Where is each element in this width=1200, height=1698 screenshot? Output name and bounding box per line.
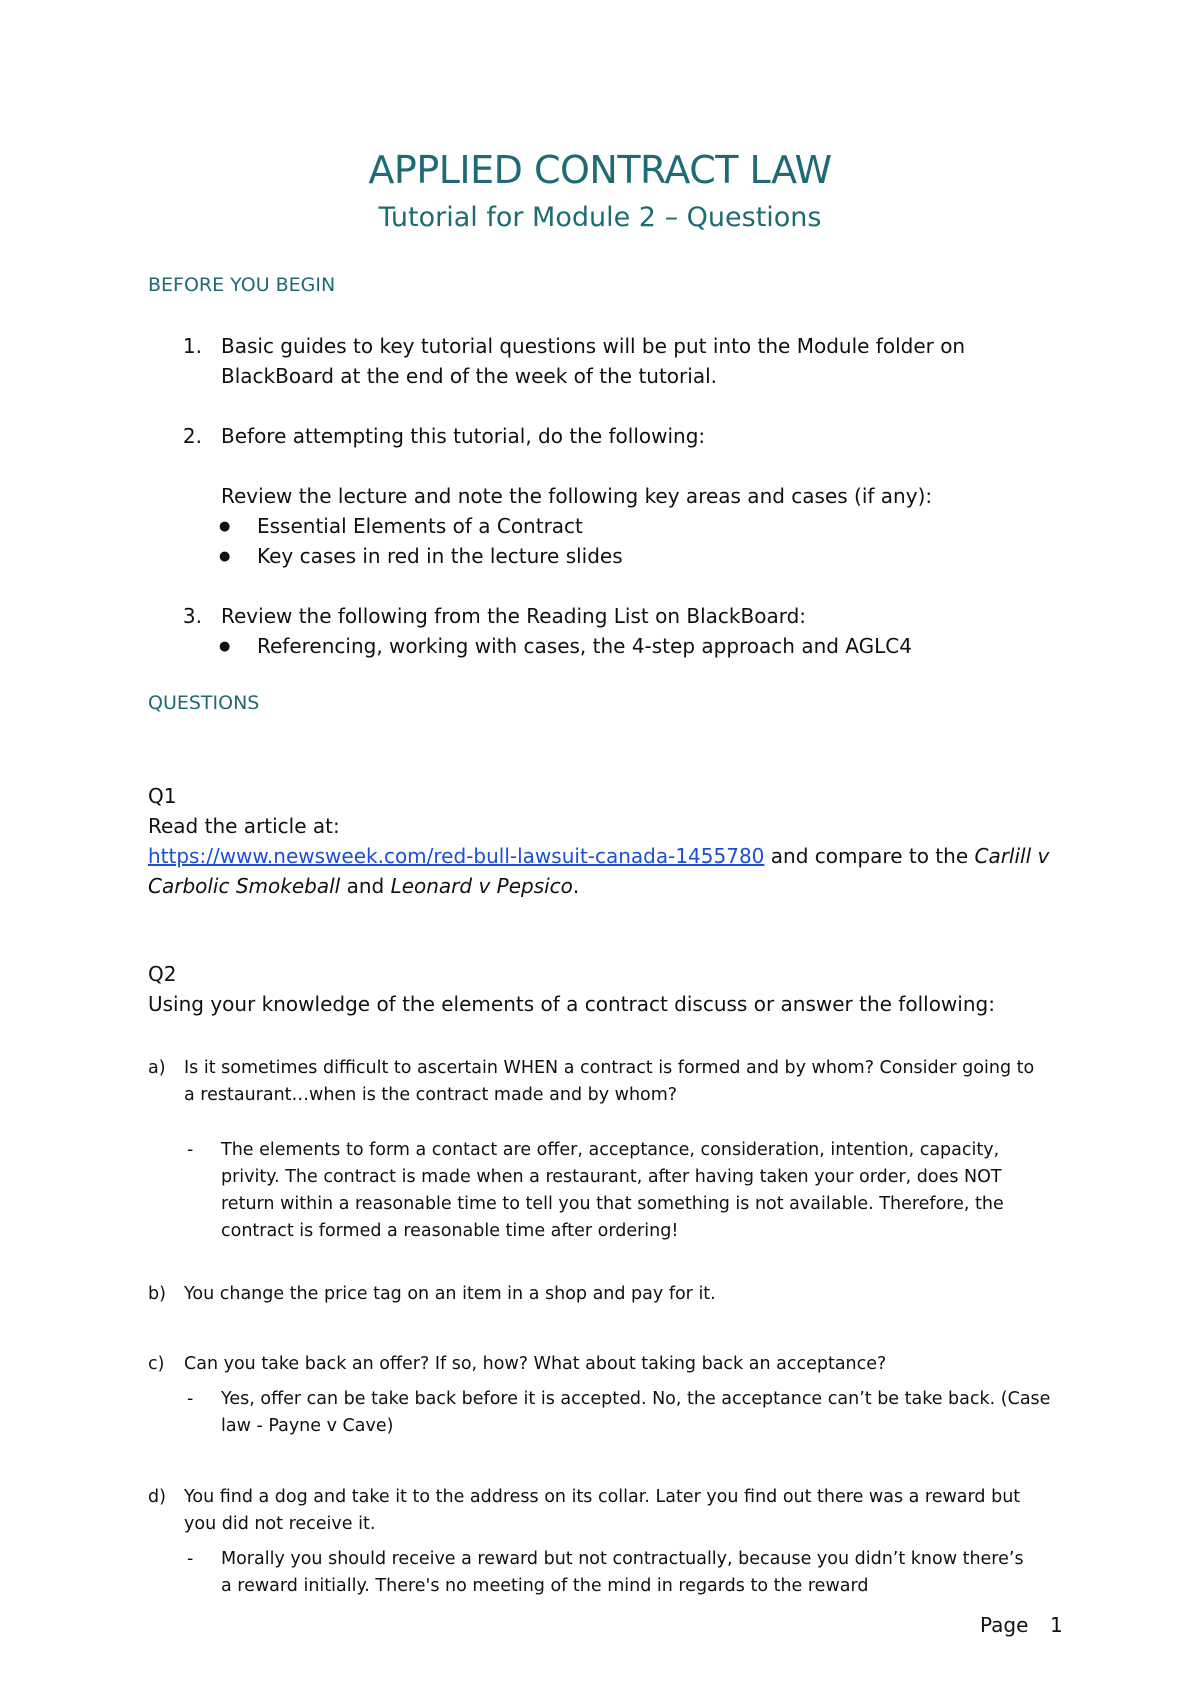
case-leonard-v-pepsico: Leonard v Pepsico	[390, 874, 573, 898]
case-carlill: Carlill v	[974, 844, 1050, 868]
item-1-number: 1.	[182, 334, 202, 358]
page-number: 1	[1050, 1613, 1063, 1637]
dash-marker: -	[187, 1549, 194, 1569]
item-2-bullet-2: Key cases in red in the lecture slides	[257, 544, 623, 568]
q2-d-answer-line-2: a reward initially. There's no meeting of the mind in regards to the reward	[221, 1576, 869, 1596]
item-2-intro: Review the lecture and note the following key areas and cases (if any):	[221, 484, 933, 508]
q1-link-line	[148, 844, 1049, 868]
item-3-bullet-1: Referencing, working with cases, the 4-step approach and AGLC4	[257, 634, 912, 658]
q2-intro: Using your knowledge of the elements of a contract discuss or answer the following:	[148, 992, 995, 1016]
item-3-line-1: Review the following from the Reading List on BlackBoard:	[221, 604, 806, 628]
q2-d-question-line-1: You find a dog and take it to the address on its collar. Later you find out there was a reward but	[184, 1487, 1021, 1507]
q2-c-answer-line-2: law - Payne v Cave)	[221, 1416, 394, 1436]
q1-cases-line	[148, 874, 579, 898]
item-1-line-2: BlackBoard at the end of the week of the tutorial.	[221, 364, 717, 388]
document-subtitle: Tutorial for Module 2 – Questions	[378, 202, 822, 233]
q1-after-url: and compare to the	[764, 844, 975, 868]
bullet-icon: ●	[219, 519, 231, 534]
q2-a-question-line-2: a restaurant…when is the contract made and by whom?	[184, 1085, 678, 1105]
dash-marker: -	[187, 1389, 194, 1409]
q2-a-answer-line-3: return within a reasonable time to tell you that something is not available. Therefore, the	[221, 1194, 1004, 1214]
page-label: Page	[980, 1613, 1029, 1637]
q2-d-letter: d)	[148, 1487, 166, 1507]
dash-marker: -	[187, 1140, 194, 1160]
bullet-icon: ●	[219, 639, 231, 654]
q2-d-answer-line-1: Morally you should receive a reward but not contractually, because you didn’t know there’s	[221, 1549, 1024, 1569]
q2-b-letter: b)	[148, 1284, 166, 1304]
q2-b-question-line-1: You change the price tag on an item in a shop and pay for it.	[184, 1284, 716, 1304]
q2-a-answer-line-2: privity. The contract is made when a restaurant, after having taken your order, does NOT	[221, 1167, 1002, 1187]
q1-label: Q1	[148, 784, 177, 808]
q1-and: and	[340, 874, 391, 898]
item-1-line-1: Basic guides to key tutorial questions will be put into the Module folder on	[221, 334, 966, 358]
q2-a-letter: a)	[148, 1058, 166, 1078]
before-you-begin-heading: BEFORE YOU BEGIN	[148, 274, 336, 296]
item-2-bullet-1: Essential Elements of a Contract	[257, 514, 583, 538]
q2-c-answer-line-1: Yes, offer can be take back before it is accepted. No, the acceptance can’t be take back. (Case	[221, 1389, 1051, 1409]
q2-c-letter: c)	[148, 1354, 165, 1374]
item-2-line-1: Before attempting this tutorial, do the following:	[221, 424, 706, 448]
q2-a-question-line-1: Is it sometimes difficult to ascertain WHEN a contract is formed and by whom? Consider going to	[184, 1058, 1035, 1078]
article-link[interactable]: https://www.newsweek.com/red-bull-lawsuit-canada-1455780	[148, 844, 765, 868]
q2-a-answer-line-4: contract is formed a reasonable time after ordering!	[221, 1221, 679, 1241]
case-carbolic-smokeball: Carbolic Smokeball	[148, 874, 341, 898]
q2-d-question-line-2: you did not receive it.	[184, 1514, 376, 1534]
questions-heading: QUESTIONS	[148, 692, 260, 714]
q1-end: .	[572, 874, 580, 898]
bullet-icon: ●	[219, 549, 231, 564]
q2-a-answer-line-1: The elements to form a contact are offer, acceptance, consideration, intention, capacity,	[221, 1140, 1000, 1160]
q1-intro: Read the article at:	[148, 814, 340, 838]
q2-c-question-line-1: Can you take back an offer? If so, how? What about taking back an acceptance?	[184, 1354, 887, 1374]
item-3-number: 3.	[182, 604, 202, 628]
q2-label: Q2	[148, 962, 177, 986]
document-title: APPLIED CONTRACT LAW	[368, 148, 832, 192]
item-2-number: 2.	[182, 424, 202, 448]
